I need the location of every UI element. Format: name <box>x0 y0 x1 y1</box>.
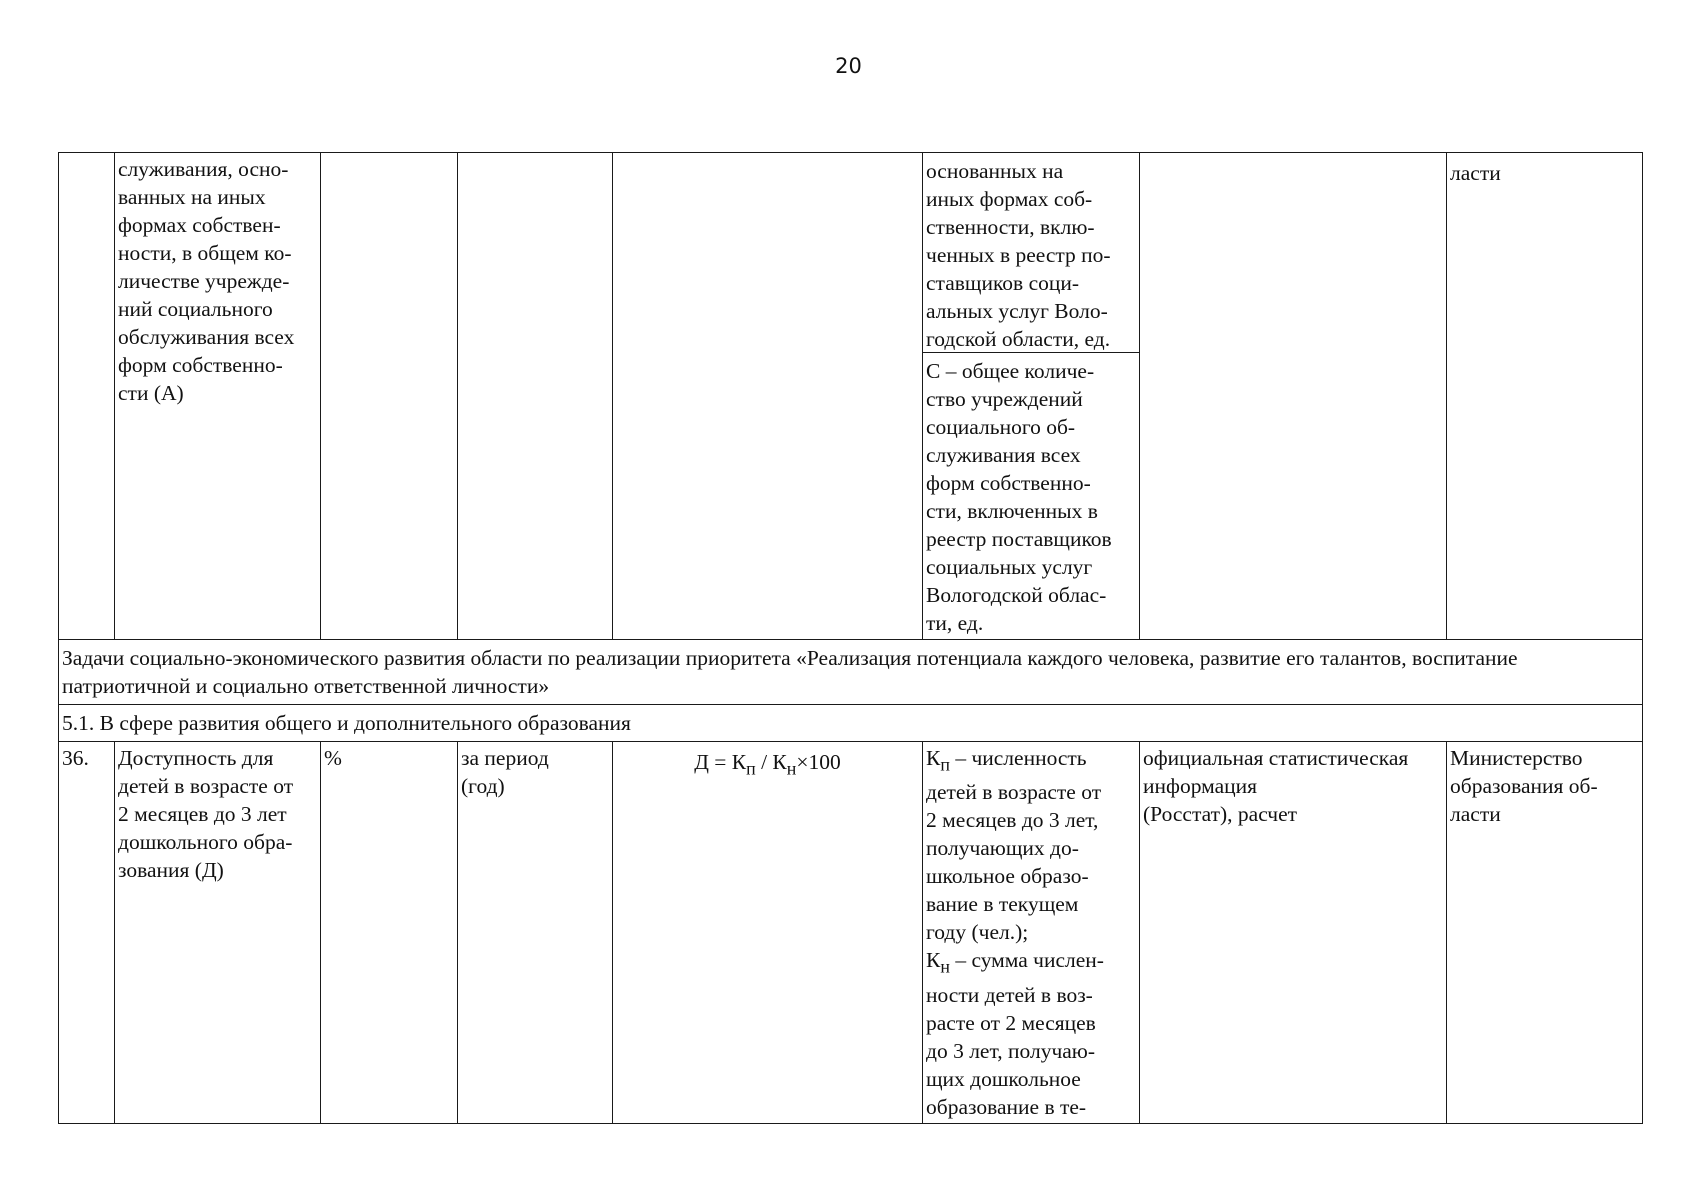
text-line: школьное образо- <box>926 864 1089 889</box>
cell-source <box>1140 742 1447 1124</box>
text-line: сти (А) <box>118 381 184 405</box>
variable-b-block <box>923 153 1139 352</box>
responsible-text <box>1450 744 1639 828</box>
table-row-36 <box>59 742 1643 1124</box>
text-line: годской области, ед. <box>926 327 1111 351</box>
period-text <box>461 744 609 800</box>
text-line: ванных на иных <box>118 185 266 209</box>
text-line: основанных на <box>926 159 1064 183</box>
text-line: детей в возрасте от <box>926 780 1102 805</box>
text-line: ний социального <box>118 297 273 321</box>
text-line: ти, ед. <box>926 611 984 635</box>
cell-formula-empty <box>613 153 923 640</box>
indicator-name-text <box>118 155 317 407</box>
text-line: форм собственно- <box>118 353 283 377</box>
text-line: социального об- <box>926 415 1076 439</box>
cell-row-number <box>59 742 115 1124</box>
cell-unit-empty <box>321 153 458 640</box>
text-line: получающих до- <box>926 836 1079 861</box>
text-line: ство учреждений <box>926 387 1083 411</box>
tasks-header-text: Задачи социально-экономического развития области по реализации приоритета «Реализация потенциала каждого человека, развитие его талантов, воспитание патриотичной и социально ответственной личности» <box>62 646 1518 698</box>
text-line: за период <box>461 746 549 770</box>
text-line: 2 месяцев до 3 лет <box>118 802 287 826</box>
cell-period-empty <box>458 153 613 640</box>
responsible-text: ласти <box>1450 161 1501 185</box>
text-line: ности детей в воз- <box>926 982 1093 1007</box>
text-line: $К_п$ – численность <box>926 746 1087 775</box>
text-line: 2 месяцев до 3 лет, <box>926 808 1099 833</box>
text-line: расте от 2 месяцев <box>926 1010 1096 1035</box>
variables-text <box>926 744 1136 1121</box>
text-line: обслуживания всех <box>118 325 295 349</box>
text-line: до 3 лет, получаю- <box>926 1038 1096 1063</box>
indicators-table <box>58 152 1643 1124</box>
text-line: официальная статистическая <box>1143 746 1409 770</box>
text-line: С – общее количе- <box>926 359 1095 383</box>
text-line: формах собствен- <box>118 213 281 237</box>
table-row-continuation <box>59 153 1643 640</box>
text-line: ственности, вклю- <box>926 215 1095 239</box>
page-number: 20 <box>835 54 862 78</box>
variable-b-text <box>926 157 1136 353</box>
table-row-tasks-header <box>59 640 1643 705</box>
text-line: ласти <box>1450 802 1501 826</box>
text-line: (Росстат), расчет <box>1143 802 1298 826</box>
section-header-text: 5.1. В сфере развития общего и дополнительного образования <box>62 711 631 735</box>
text-line: альных услуг Воло- <box>926 299 1108 323</box>
text-line: служивания всех <box>926 443 1081 467</box>
text-line: Доступность для <box>118 746 274 770</box>
text-line: личестве учрежде- <box>118 269 290 293</box>
indicator-name-text <box>118 744 317 884</box>
tasks-header <box>59 640 1643 705</box>
cell-formula <box>613 742 923 1124</box>
text-line: иных формах соб- <box>926 187 1093 211</box>
source-text <box>1143 744 1443 828</box>
cell-variables <box>923 742 1140 1124</box>
table-row-section-header <box>59 705 1643 742</box>
row-number: 36. <box>62 746 89 770</box>
text-line: Министерство <box>1450 746 1583 770</box>
text-line: Вологодской облас- <box>926 583 1107 607</box>
text-line: реестр поставщиков <box>926 527 1112 551</box>
unit-text: % <box>324 746 342 770</box>
text-line: ченных в реестр по- <box>926 243 1111 267</box>
text-line: служивания, осно- <box>118 157 289 181</box>
cell-indicator-name <box>115 153 321 640</box>
text-line: сти, включенных в <box>926 499 1098 523</box>
text-line: $К_н$ – сумма числен- <box>926 948 1104 977</box>
cell-number-empty <box>59 153 115 640</box>
text-line: дошкольного обра- <box>118 830 293 854</box>
text-line: щих дошкольное <box>926 1066 1081 1091</box>
text-line: детей в возрасте от <box>118 774 294 798</box>
text-line: ности, в общем ко- <box>118 241 292 265</box>
cell-responsible <box>1447 742 1643 1124</box>
cell-variables <box>923 153 1140 640</box>
cell-source-empty <box>1140 153 1447 640</box>
text-line: вание в текущем <box>926 892 1079 917</box>
cell-indicator-name <box>115 742 321 1124</box>
text-line: зования (Д) <box>118 858 224 882</box>
text-line: образования об- <box>1450 774 1598 798</box>
cell-responsible <box>1447 153 1643 640</box>
cell-period <box>458 742 613 1124</box>
formula-text: $Д = К_п / К_н\times 100$ <box>694 750 841 779</box>
text-line: информация <box>1143 774 1258 798</box>
variable-c-block <box>923 352 1139 639</box>
text-line: году (чел.); <box>926 920 1029 945</box>
variable-c-text <box>926 357 1136 637</box>
text-line: социальных услуг <box>926 555 1093 579</box>
text-line: ставщиков соци- <box>926 271 1080 295</box>
text-line: (год) <box>461 774 505 798</box>
section-header <box>59 705 1643 742</box>
cell-unit <box>321 742 458 1124</box>
text-line: форм собственно- <box>926 471 1091 495</box>
text-line: образование в те- <box>926 1094 1087 1119</box>
